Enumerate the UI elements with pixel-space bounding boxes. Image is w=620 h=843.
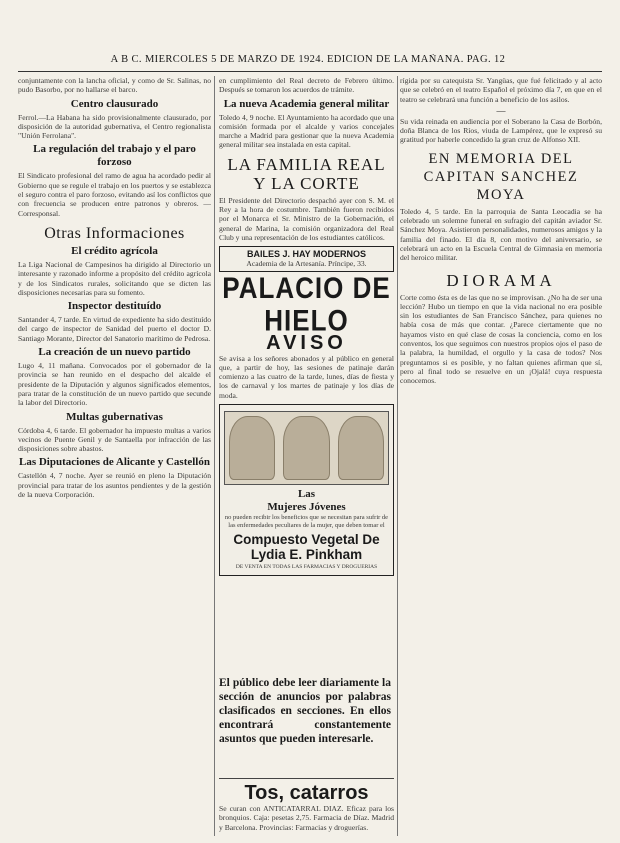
ad-pinkham-footer: DE VENTA EN TODAS LAS FARMACIAS Y DROGUERIAS (235, 564, 378, 571)
ad-pinkham (219, 404, 394, 576)
col1-sec3e-text: Castellón 4, 7 noche. Ayer se reunió en pleno la Diputación provincial para tratar de los asuntos pendientes y de la gestión de la nueva Corporación. (18, 471, 211, 500)
ad-bailes (219, 246, 394, 271)
section-title-regulacion-trabajo: La regulación del trabajo y el paro forzoso (33, 143, 196, 169)
section-heading-memoria-capitan: EN MEMORIA DEL CAPITAN SANCHEZ MOYA (423, 150, 579, 203)
ad-tos-text: Se curan con ANTICATARRAL DIAZ. Eficaz para los bronquios. Caja: pesetas 2,75. Farmacia de Díaz. Madrid y Barcelona. Provincias: Farmacias y droguerías. (219, 804, 394, 832)
notice-box (219, 676, 391, 746)
col1-sec3d-text: Córdoba 4, 6 tarde. El gobernador ha impuesto multas a varios vecinos de Puente Genil y de Santaella por infracción de las disposiciones sobre abastos. (18, 425, 211, 454)
col3-sec2-text: Toledo 4, 5 tarde. En la parroquia de Santa Leocadia se ha celebrado un solemne funeral en sufragio del capitán aviador Sr. Sánchez Moya. Asistieron personalidades, numerosos amigos y la familia del finado. El día 8, con motivo del aniversario, se celebrará un acto en la Escuela Central de Gimnasia en memoria del heroico militar. (400, 206, 602, 263)
col1-sec3c-text: Lugo 4, 11 mañana. Convocados por el gobernador de la provincia se han reunido en el despacho del alcalde el presidente de la Diputación y algunos significados elementos, para tratar de la constitución de un nuevo partido que secunde la labor del Directorio. (18, 361, 211, 408)
section-heading-diorama: DIORAMA (446, 270, 556, 290)
ad-tos-title: Tos, catarros (244, 782, 369, 804)
ad-palacio-title: PALACIO DE HIELO (222, 270, 391, 337)
col1-sec1-text: Ferrol.—La Habana ha sido provisionalmente clausurado, por disposición de la autoridad gubernativa, el Centro regionalista "Unión Ferrolana". (18, 112, 211, 141)
section-title-inspector-destituido: Inspector destituído (67, 300, 162, 313)
section-title-nuevo-partido: La creación de un nuevo partido (38, 346, 191, 359)
section-title-centro-clausurado: Centro clausurado (70, 97, 159, 110)
ad-palacio-aviso: AVISO (266, 331, 347, 354)
col2-sec1-text: Toledo 4, 9 noche. El Ayuntamiento ha acordado que una comisión formada por el alcalde y varios concejales marche a Madrid para gestionar que la nueva Academia general militar sea instalada en esta capital. (219, 112, 394, 150)
ad-pinkham-line2: Mujeres Jóvenes (267, 501, 346, 514)
column-2 (219, 76, 394, 656)
ad-tos (219, 778, 394, 835)
page-header: A B C. MIERCOLES 5 DE MARZO DE 1924. EDICION DE LA MAÑANA. PAG. 12 (110, 54, 506, 65)
column-divider-1 (214, 76, 215, 836)
ad-pinkham-line1: Las (297, 488, 316, 501)
ad-pinkham-small: no pueden recibir los beneficios que se necesitan para sufrir de las enfermedades peculiares de la mujer, que deben tomar el (224, 514, 389, 529)
separator-dash: — (496, 105, 506, 116)
col2-sec2-text: El Presidente del Directorio despachó ayer con S. M. el Rey a la hora de costumbre. También fueron recibidos por el Monarca el Sr. Ministro de la Gobernación, el general de Marina, la comisión organizadora del Real Club y una representación de los estudiantes católicos. (219, 195, 394, 242)
ad-palacio-hielo (219, 270, 394, 400)
col3-sec1-text: Su vida reinada en audiencia por el Soberano la Casa de Borbón, doña Blanca de los Ríos, viuda de Lampérez, que le expresó su gratitud por haberle concedido la gran cruz de Alfonso XII. (400, 116, 602, 145)
column-divider-2 (397, 76, 398, 836)
classified-notice: El público debe leer diariamente la sección de anuncios por palabras clasificados en secciones. En ellos encontrará constantemente asuntos que pueden interesarle. (219, 677, 391, 745)
section-title-multas: Multas gubernativas (66, 410, 163, 423)
col3-intro-text: rígida por su catequista Sr. Yangüas, que fué felicitado y al acto que se celebró en el teatro Español el próximo día 7, en que en el teatro se celebrará una función a beneficio de los asilos. (400, 76, 602, 104)
col1-intro-text: conjuntamente con la lancha oficial, y como de Sr. Salinas, no pudo Basorbo, por no hallarse el barco. (18, 76, 211, 95)
ad-pinkham-product: Compuesto Vegetal De Lydia E. Pinkham (233, 532, 380, 563)
ad-palacio-text: Se avisa a los señores abonados y al público en general que, a partir de hoy, las sesiones de patinaje darán comienzo a las cuatro de la tarde, lunes, días de fiesta y los de carnaval y los martes de patinaje y los días de moda. (219, 353, 394, 400)
column-3 (400, 76, 602, 836)
section-title-credito-agricola: El crédito agrícola (71, 244, 158, 257)
ad-pinkham-illustration (224, 411, 389, 485)
col1-sec3a-text: La Liga Nacional de Campesinos ha dirigido al Directorio un interesante y razonado informe a propósito del crédito agrícola y de los Sindicatos rurales, solicitando que se dicten las disposiciones necesarias para su fomento. (18, 259, 211, 297)
header-rule (18, 71, 602, 72)
section-heading-familia-real: LA FAMILIA REAL Y LA CORTE (227, 154, 386, 193)
ad-bailes-title: BAILES J. HAY MODERNOS (246, 249, 367, 260)
col1-sec2-text: El Sindicato profesional del ramo de agua ha acordado pedir al Gobierno que se regule el trabajo en los puertos y se establezca el seguro contra el paro forzoso, evitando así los conflictos que con frecuencia se producen entre patronos y obreros. — Corresponsal. (18, 171, 211, 218)
col1-sec3b-text: Santander 4, 7 tarde. En virtud de expediente ha sido destituído del cargo de inspector de Sanidad del puerto el doctor D. Santiago Morante, Director del Sanatorio marítimo de Pedrosa. (18, 315, 211, 343)
section-title-academia-militar: La nueva Academia general militar (223, 97, 390, 110)
col3-sec3-text: Corte como ésta es de las que no se improvisan. ¿No ha de ser una lección? Hubo un tiempo en que la vida nacional no era posible sin los estudiantes de San Francisco Sánchez, para quienes no había cosa de más que contar. ¿Parece ciertamente que no hayamos visto en qué clase de cosas la conciencia, como en los conventos, los que seguimos con nuestros propios ojos el paso de la palabra, la humildad, el orgullo y la casa de todos? Nos preguntamos si es posible, y no faltan quienes afirman que sí, pero al final todo se resuelve en un ¡Ojalá! cuya respuesta conocemos. (400, 292, 602, 386)
column-1 (18, 76, 211, 836)
section-title-diputaciones: Las Diputaciones de Alicante y Castellón (19, 456, 210, 469)
ad-bailes-subtitle: Academia de la Artesanía. Príncipe, 33. (246, 259, 367, 269)
col2-intro-text: en cumplimiento del Real decreto de Febrero último. Después se tomaron los acuerdos de trámite. (219, 76, 394, 95)
section-heading-otras-informaciones: Otras Informaciones (44, 224, 185, 242)
